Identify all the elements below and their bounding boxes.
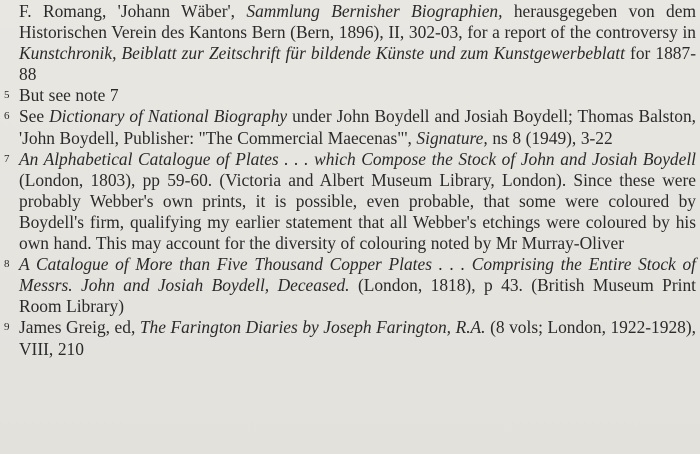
- footnote-text: for 1887-88: [19, 43, 696, 85]
- footnote: [4, 85, 696, 106]
- footnote-number: 5: [4, 89, 10, 102]
- footnote: [4, 254, 696, 317]
- footnote-text: James Greig, ed,: [19, 317, 140, 338]
- footnote-italic-text: A Catalogue of More than Five Thousand Copper Plates . . . Comprising the Entire Stock of Messrs. John and Josiah Boydell, Deceased.: [19, 254, 696, 296]
- footnote-italic-text: Signature,: [416, 127, 488, 148]
- footnote-text: (8 vols; London, 1922-1928), VIII, 210: [19, 317, 696, 359]
- footnote-list: [4, 1, 696, 360]
- footnote-text: See: [19, 106, 50, 127]
- footnote-italic-text: An Alphabetical Catalogue of Plates . . . which Compose the Stock of John and Josiah Boydell: [19, 148, 696, 169]
- footnote: [4, 149, 696, 254]
- footnote-text: F. Romang, 'Johann Wäber',: [19, 1, 247, 21]
- footnote-text: (London, 1803), pp 59-60. (Victoria and Albert Museum Library, London). Since these were probably Webber's own prints, it is possible, even probable, that some were coloured by Boydell's firm, qualifying my earlier statement that all Webber's etchings were coloured by his own hand. This may account for the diversity of colouring noted by Mr Murray-Oliver: [19, 169, 696, 254]
- footnote-text: herausgegeben von dem Historischen Verein des Kantons Bern (Bern, 1896), II, 302-03, for a report of the controversy in: [19, 1, 696, 43]
- footnote: [4, 1, 696, 85]
- footnote-number: 7: [4, 152, 10, 165]
- footnote-number: 6: [4, 110, 10, 123]
- footnote-text: But see note 7: [19, 85, 119, 106]
- footnote: [4, 106, 696, 148]
- footnote-number: 9: [4, 321, 10, 334]
- footnote-italic-text: The Farington Diaries by Joseph Farington, R.A.: [139, 317, 486, 338]
- footnote-text: under John Boydell and Josiah Boydell; Thomas Balston, 'John Boydell, Publisher: "The Commercial Maecenas"',: [19, 106, 696, 148]
- footnote: [4, 317, 696, 359]
- footnote-italic-text: Kunstchronik, Beiblatt zur Zeitschrift für bildende Künste und zum Kunstgewerbeblatt: [19, 43, 625, 64]
- footnote-text: (London, 1818), p 43. (British Museum Print Room Library): [19, 275, 696, 317]
- footnote-italic-text: Dictionary of National Biography: [49, 106, 288, 127]
- footnote-text: ns 8 (1949), 3-22: [487, 127, 613, 148]
- footnote-number: 8: [4, 258, 10, 271]
- footnote-italic-text: Sammlung Bernisher Biographien,: [246, 1, 503, 21]
